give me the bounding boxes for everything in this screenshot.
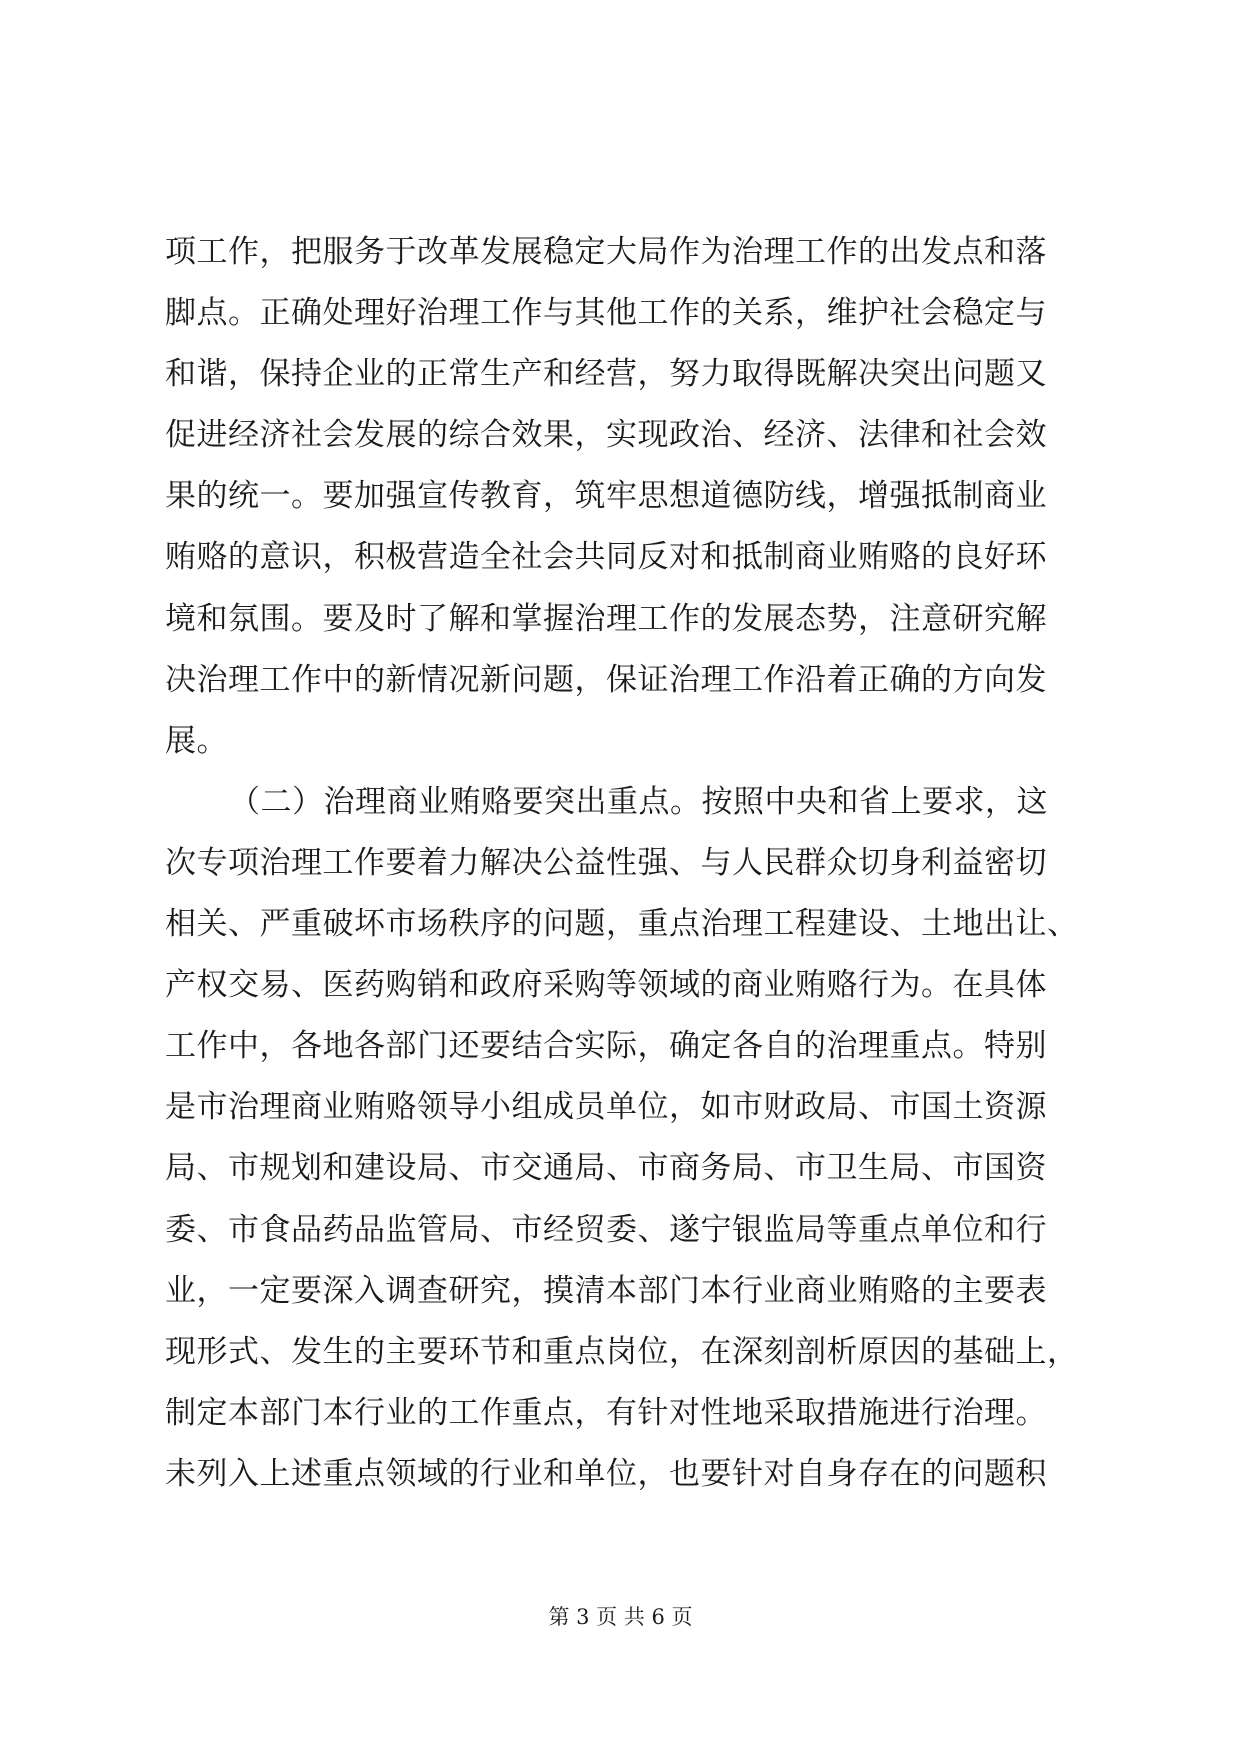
text-line: 相关、严重破坏市场秩序的问题，重点治理工程建设、土地出让、 [165,906,1079,943]
text-line: 现形式、发生的主要环节和重点岗位，在深刻剖析原因的基础上， [165,1333,1079,1370]
text-line: 促进经济社会发展的综合效果，实现政治、经济、法律和社会效 [165,417,1047,454]
text-line: 委、市食品药品监管局、市经贸委、遂宁银监局等重点单位和行 [165,1211,1047,1248]
text-line: 未列入上述重点领域的行业和单位，也要针对自身存在的问题积 [165,1455,1047,1492]
text-line: 果的统一。要加强宣传教育，筑牢思想道德防线，增强抵制商业 [165,478,1047,515]
text-line: 产权交易、医药购销和政府采购等领域的商业贿赂行为。在具体 [165,967,1047,1004]
text-line: 局、市规划和建设局、市交通局、市商务局、市卫生局、市国资 [165,1150,1047,1187]
paragraph [165,772,1085,1505]
text-line: 项工作，把服务于改革发展稳定大局作为治理工作的出发点和落 [165,234,1047,270]
text-line: 工作中，各地各部门还要结合实际，确定各自的治理重点。特别 [165,1028,1047,1065]
text-line: 次专项治理工作要着力解决公益性强、与人民群众切身利益密切 [165,844,1047,881]
body-text [165,222,1085,1505]
text-line: 制定本部门本行业的工作重点，有针对性地采取措施进行治理。 [165,1394,1047,1431]
text-line: 和谐，保持企业的正常生产和经营，努力取得既解决突出问题又 [165,356,1047,393]
text-line: 脚点。正确处理好治理工作与其他工作的关系，维护社会稳定与 [165,295,1047,332]
text-line: 决治理工作中的新情况新问题，保证治理工作沿着正确的方向发 [165,661,1047,698]
text-line: 业，一定要深入调查研究，摸清本部门本行业商业贿赂的主要表 [165,1272,1047,1309]
text-line: 是市治理商业贿赂领导小组成员单位，如市财政局、市国土资源 [165,1089,1047,1126]
text-line: （二）治理商业贿赂要突出重点。按照中央和省上要求，这 [229,783,1048,820]
page-footer: 第 3 页 共 6 页 [548,1605,693,1629]
text-line: 境和氛围。要及时了解和掌握治理工作的发展态势，注意研究解 [165,600,1047,637]
text-line: 展。 [165,722,228,759]
paragraph [165,222,1085,772]
text-line: 贿赂的意识，积极营造全社会共同反对和抵制商业贿赂的良好环 [165,539,1047,576]
